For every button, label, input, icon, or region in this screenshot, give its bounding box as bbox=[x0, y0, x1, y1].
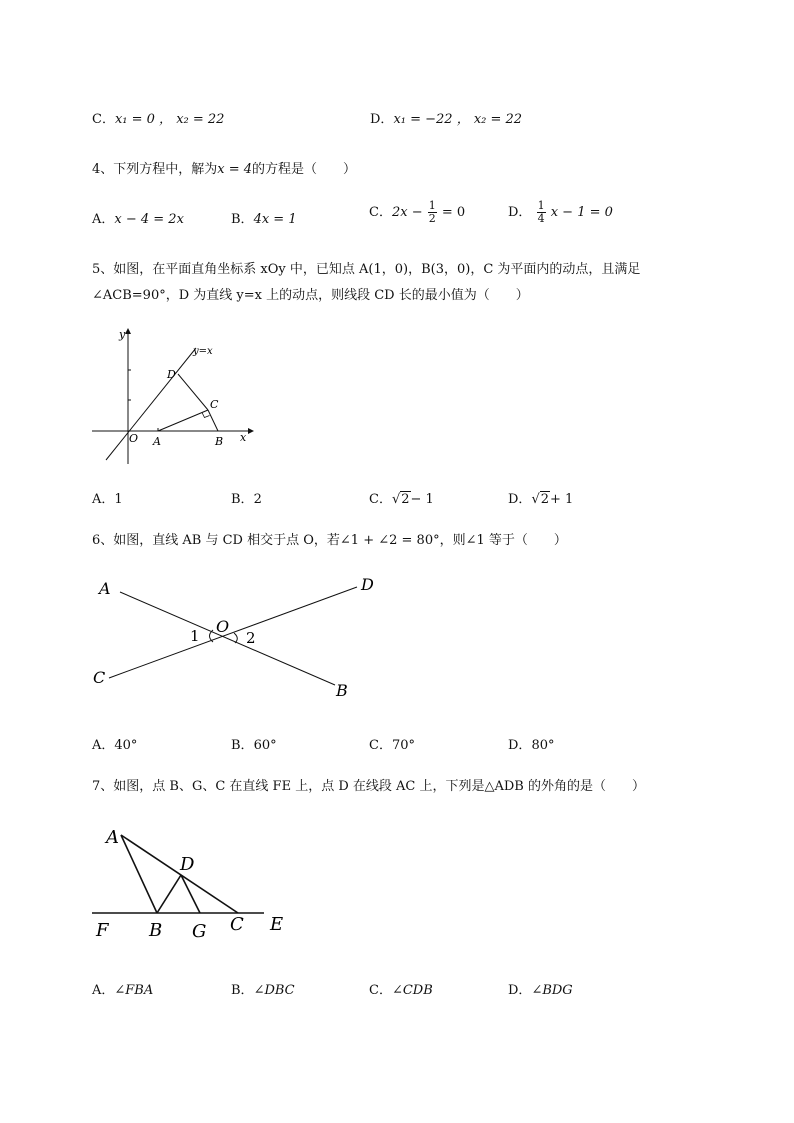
option-text: 4x = 1 bbox=[253, 212, 297, 227]
label-line: y=x bbox=[193, 346, 213, 357]
q6-option-a bbox=[92, 734, 137, 753]
fraction-denominator: 2 bbox=[428, 212, 436, 225]
label-c: C bbox=[210, 398, 219, 411]
option-text: 80° bbox=[531, 738, 555, 753]
option-text: x₁ = −22 ， x₂ = 22 bbox=[393, 112, 523, 127]
option-label: B． bbox=[231, 492, 254, 507]
label-o: O bbox=[129, 432, 139, 445]
label-o: O bbox=[216, 617, 230, 636]
fraction-numerator: 1 bbox=[428, 199, 436, 212]
fraction-denominator: 4 bbox=[537, 212, 545, 225]
segment-cd bbox=[178, 374, 208, 410]
option-label: C． bbox=[369, 738, 392, 753]
fraction bbox=[537, 200, 546, 225]
option-label: D． bbox=[370, 112, 394, 127]
q4-stem-text: 4、下列方程中，解为 bbox=[92, 162, 218, 177]
label-f: F bbox=[96, 920, 109, 941]
q7-option-a bbox=[92, 979, 153, 998]
label-a: A bbox=[99, 579, 111, 598]
label-x: x bbox=[240, 431, 247, 444]
label-b: B bbox=[336, 681, 348, 700]
label-d: D bbox=[180, 854, 195, 875]
q5-option-a bbox=[92, 488, 123, 507]
option-label: D． bbox=[508, 738, 532, 753]
option-text: ∠DBC bbox=[253, 983, 295, 998]
q5-stem-line2: ∠ACB=90°，D 为直线 y=x 上的动点，则线段 CD 长的最小值为（ ） bbox=[92, 288, 529, 303]
option-text-tail: + 1 bbox=[550, 492, 574, 507]
q4-option-d bbox=[508, 200, 613, 225]
option-label: B． bbox=[231, 983, 254, 998]
option-label: C． bbox=[92, 112, 115, 127]
option-text: x − 4 = 2x bbox=[114, 212, 184, 227]
line-y-equals-x bbox=[106, 348, 196, 460]
q3-option-d bbox=[370, 108, 522, 127]
option-text-tail: = 0 bbox=[441, 205, 466, 220]
option-label: D． bbox=[508, 205, 532, 220]
label-d: D bbox=[361, 575, 374, 594]
label-d: D bbox=[167, 368, 176, 381]
option-label: A． bbox=[92, 983, 115, 998]
label-a: A bbox=[153, 435, 161, 448]
sqrt-icon: √ bbox=[391, 492, 401, 507]
label-c: C bbox=[93, 668, 106, 687]
q6-stem: 6、如图，直线 AB 与 CD 相交于点 O，若∠1 + ∠2 = 80°，则∠1 等于（ ） bbox=[92, 533, 567, 548]
q4-stem-tail: 的方程是（ ） bbox=[252, 162, 357, 177]
line-ab bbox=[120, 592, 335, 685]
option-text: 70° bbox=[391, 738, 415, 753]
label-b: B bbox=[149, 920, 163, 941]
q4-option-b bbox=[231, 208, 297, 227]
q5-stem-line1: 5、如图，在平面直角坐标系 xOy 中，已知点 A(1，0)，B(3，0)，C 为平面内的动点，且满足 bbox=[92, 262, 641, 277]
label-angle-1: 1 bbox=[190, 627, 200, 645]
q4-option-c bbox=[369, 200, 465, 225]
q7-stem: 7、如图，点 B、G、C 在直线 FE 上，点 D 在线段 AC 上，下列是△ADB 的外角的是（ ） bbox=[92, 779, 645, 794]
option-text: 2 bbox=[253, 492, 262, 507]
option-label: C． bbox=[369, 983, 392, 998]
q7-option-c bbox=[369, 979, 433, 998]
option-text: 60° bbox=[253, 738, 277, 753]
q6-option-b bbox=[231, 734, 277, 753]
q5-figure bbox=[88, 318, 268, 468]
label-e: E bbox=[270, 914, 284, 935]
q6-option-d bbox=[508, 734, 554, 753]
sqrt-icon: √ bbox=[531, 492, 540, 507]
option-text: 40° bbox=[114, 738, 138, 753]
line-cd bbox=[109, 587, 357, 678]
label-g: G bbox=[192, 921, 207, 942]
label-c: C bbox=[230, 914, 244, 935]
segment-cb bbox=[208, 410, 218, 431]
y-axis-arrow bbox=[125, 328, 131, 334]
x-axis-arrow bbox=[248, 428, 254, 434]
q4-stem-equation: x = 4 bbox=[217, 162, 253, 177]
option-label: D． bbox=[508, 983, 532, 998]
option-label: C． bbox=[369, 492, 392, 507]
q7-option-b bbox=[231, 979, 295, 998]
option-label: D． bbox=[508, 492, 532, 507]
radicand: 2 bbox=[401, 492, 410, 507]
label-a: A bbox=[106, 827, 119, 848]
option-text-tail: − 1 bbox=[410, 492, 434, 507]
q4-option-a bbox=[92, 208, 184, 227]
q3-option-c bbox=[92, 108, 224, 127]
fraction bbox=[428, 200, 437, 225]
option-text: ∠BDG bbox=[531, 983, 573, 998]
q7-option-d bbox=[508, 979, 573, 998]
right-angle-mark bbox=[202, 413, 210, 418]
q6-option-c bbox=[369, 734, 415, 753]
q5-option-b bbox=[231, 488, 262, 507]
option-label: A． bbox=[92, 492, 115, 507]
option-label: B． bbox=[231, 738, 254, 753]
option-text: x₁ = 0 ， x₂ = 22 bbox=[114, 112, 225, 127]
label-b: B bbox=[215, 435, 224, 448]
option-label: A． bbox=[92, 738, 115, 753]
q5-option-c bbox=[369, 488, 434, 507]
q7-figure bbox=[88, 820, 298, 945]
option-label: B． bbox=[231, 212, 254, 227]
segment-ac bbox=[158, 410, 208, 431]
option-label: A． bbox=[92, 212, 115, 227]
q4-stem bbox=[92, 158, 356, 177]
segment-bd bbox=[157, 875, 181, 913]
q6-figure bbox=[85, 570, 385, 705]
option-text: 2x − bbox=[391, 205, 423, 220]
option-text: ∠FBA bbox=[114, 983, 154, 998]
radicand: 2 bbox=[540, 492, 550, 507]
option-label: C． bbox=[369, 205, 392, 220]
option-text: 1 bbox=[114, 492, 123, 507]
label-y: y bbox=[119, 328, 126, 341]
fraction-numerator: 1 bbox=[537, 199, 545, 212]
option-text-tail: x − 1 = 0 bbox=[550, 205, 613, 220]
label-angle-2: 2 bbox=[246, 629, 256, 647]
q5-option-d bbox=[508, 488, 573, 507]
option-text: ∠CDB bbox=[391, 983, 433, 998]
